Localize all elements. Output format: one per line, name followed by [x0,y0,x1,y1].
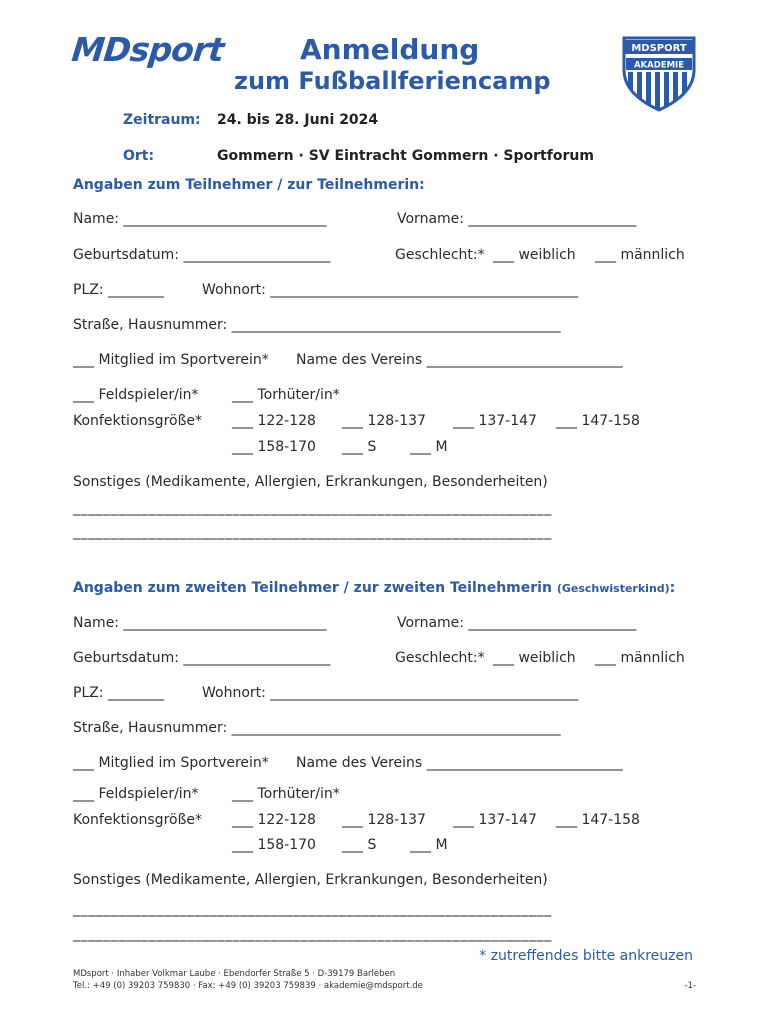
geschlecht-label-2: Geschlecht:* [395,650,485,666]
size-128-137-checkbox-1[interactable]: ___ 128-137 [342,413,426,429]
size-122-128-checkbox-1[interactable]: ___ 122-128 [232,413,316,429]
strasse-field-1[interactable]: Straße, Hausnummer: _______________________________________________ [73,317,561,333]
zeitraum-label: Zeitraum: [123,112,201,128]
konfektion-label-2: Konfektionsgröße* [73,812,203,828]
sonstiges-line-2b[interactable]: _______________________________________________________________ [73,926,552,942]
size-158-170-checkbox-2[interactable]: ___ 158-170 [232,837,316,853]
size-128-137-checkbox-2[interactable]: ___ 128-137 [342,812,426,828]
sonstiges-line-1b[interactable]: _______________________________________________________________ [73,524,552,540]
size-137-147-checkbox-1[interactable]: ___ 137-147 [453,413,537,429]
geburtsdatum-field-2[interactable]: Geburtsdatum: _____________________ [73,650,331,666]
plz-field-2[interactable]: PLZ: ________ [73,685,164,701]
mitglied-checkbox-1[interactable]: ___ Mitglied im Sportverein* [73,352,269,368]
page-subtitle: zum Fußballferiencamp [234,67,551,95]
maennlich-checkbox-1[interactable]: ___ männlich [595,247,685,263]
strasse-field-2[interactable]: Straße, Hausnummer: _______________________________________________ [73,720,561,736]
maennlich-checkbox-2[interactable]: ___ männlich [595,650,685,666]
sonstiges-line-1a[interactable]: _______________________________________________________________ [73,500,552,516]
geburtsdatum-field-1[interactable]: Geburtsdatum: _____________________ [73,247,331,263]
feldspieler-checkbox-2[interactable]: ___ Feldspieler/in* [73,786,199,802]
svg-text:AKADEMIE: AKADEMIE [633,60,685,71]
size-122-128-checkbox-2[interactable]: ___ 122-128 [232,812,316,828]
section-title-participant-1: Angaben zum Teilnehmer / zur Teilnehmerin: [73,177,425,193]
svg-text:MDSPORT: MDSPORT [631,43,687,54]
page-title: Anmeldung [300,33,480,66]
size-m-checkbox-1[interactable]: ___ M [410,439,448,455]
wohnort-field-2[interactable]: Wohnort: ____________________________________________ [202,685,579,701]
torhueter-checkbox-2[interactable]: ___ Torhüter/in* [232,786,340,802]
footer-line-2: Tel.: +49 (0) 39203 759830 · Fax: +49 (0) 39203 759839 · akademie@mdsport.de [73,981,423,991]
sonstiges-line-2a[interactable]: _______________________________________________________________ [73,901,552,917]
sonstiges-label-1: Sonstiges (Medikamente, Allergien, Erkrankungen, Besonderheiten) [73,474,548,490]
konfektion-label-1: Konfektionsgröße* [73,413,203,429]
size-147-158-checkbox-2[interactable]: ___ 147-158 [556,812,640,828]
section-title-participant-2: Angaben zum zweiten Teilnehmer / zur zweiten Teilnehmerin (Geschwisterkind): [73,580,676,596]
akademie-shield-logo [620,36,698,112]
vorname-field-2[interactable]: Vorname: ________________________ [397,615,637,631]
weiblich-checkbox-1[interactable]: ___ weiblich [493,247,576,263]
ort-label: Ort: [123,148,155,164]
verein-field-1[interactable]: Name des Vereins ____________________________ [296,352,623,368]
torhueter-checkbox-1[interactable]: ___ Torhüter/in* [232,387,340,403]
wohnort-field-1[interactable]: Wohnort: ____________________________________________ [202,282,579,298]
vorname-field-1[interactable]: Vorname: ________________________ [397,211,637,227]
sonstiges-label-2: Sonstiges (Medikamente, Allergien, Erkrankungen, Besonderheiten) [73,872,548,888]
size-158-170-checkbox-1[interactable]: ___ 158-170 [232,439,316,455]
verein-field-2[interactable]: Name des Vereins ____________________________ [296,755,623,771]
plz-field-1[interactable]: PLZ: ________ [73,282,164,298]
geschlecht-label-1: Geschlecht:* [395,247,485,263]
size-137-147-checkbox-2[interactable]: ___ 137-147 [453,812,537,828]
footer-address [73,968,423,992]
footnote-asterisk: * zutreffendes bitte ankreuzen [479,948,693,964]
name-field-1[interactable]: Name: _____________________________ [73,211,327,227]
footer-line-1: MDsport · Inhaber Volkmar Laube · Ebendorfer Straße 5 · D-39179 Barleben [73,969,396,979]
size-147-158-checkbox-1[interactable]: ___ 147-158 [556,413,640,429]
weiblich-checkbox-2[interactable]: ___ weiblich [493,650,576,666]
feldspieler-checkbox-1[interactable]: ___ Feldspieler/in* [73,387,199,403]
ort-value: Gommern · SV Eintracht Gommern · Sportforum [217,148,594,164]
name-field-2[interactable]: Name: _____________________________ [73,615,327,631]
page-number: -1- [684,981,696,991]
mitglied-checkbox-2[interactable]: ___ Mitglied im Sportverein* [73,755,269,771]
size-s-checkbox-1[interactable]: ___ S [342,439,377,455]
mdsport-logo: MDsport [69,30,226,69]
zeitraum-value: 24. bis 28. Juni 2024 [217,112,379,128]
size-s-checkbox-2[interactable]: ___ S [342,837,377,853]
size-m-checkbox-2[interactable]: ___ M [410,837,448,853]
